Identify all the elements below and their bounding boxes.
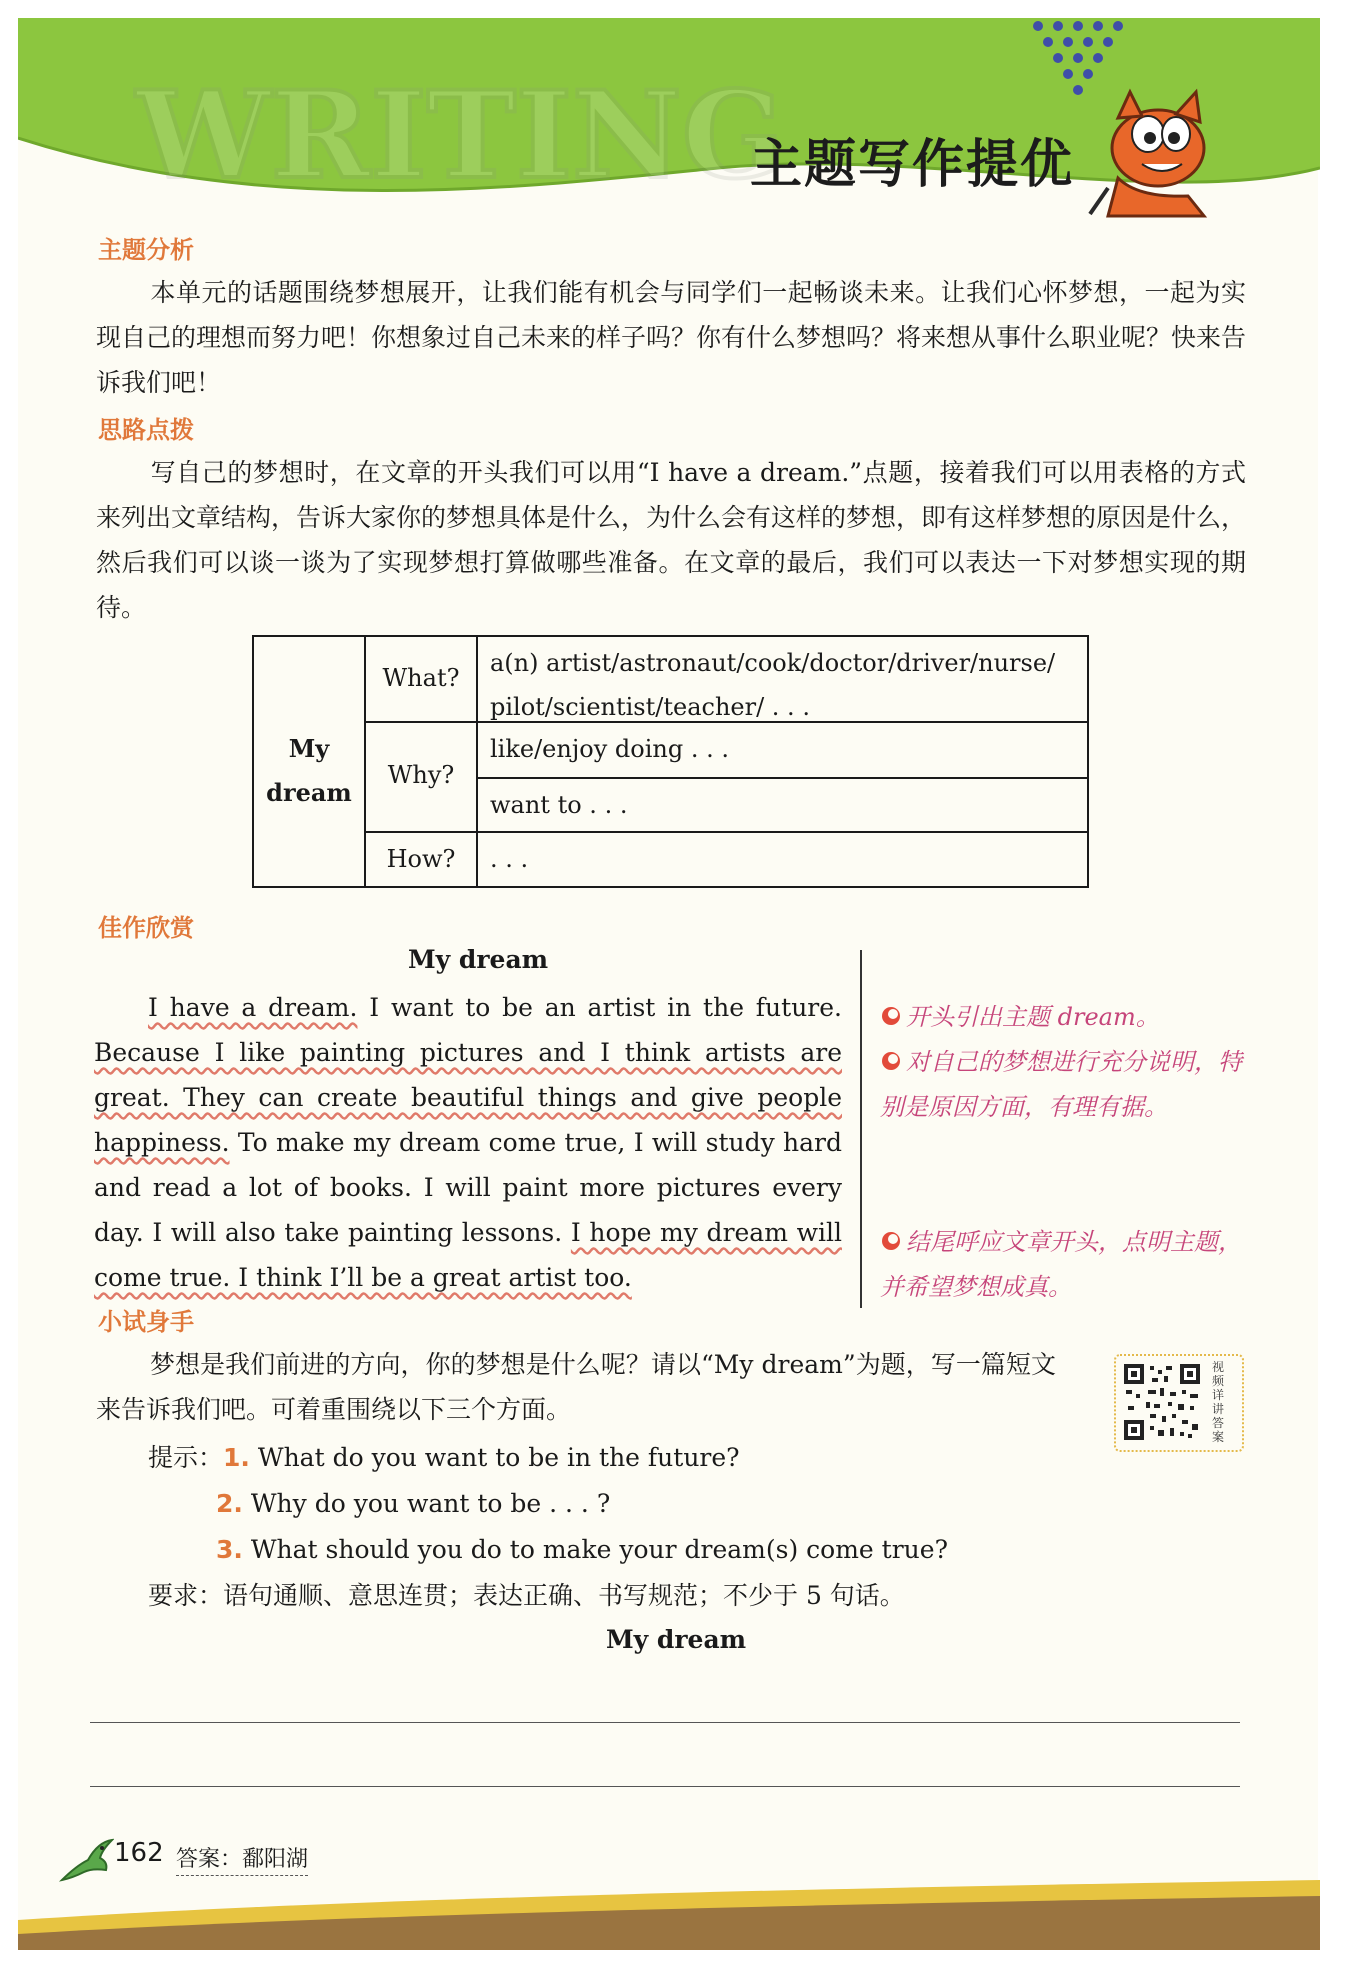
cat-mascot-icon bbox=[1078, 78, 1238, 218]
sample-heading: 佳作欣赏 bbox=[98, 914, 194, 942]
page-number: 162 bbox=[114, 1838, 164, 1868]
note-reason bbox=[880, 1040, 1260, 1130]
essay-sentence-ending: I hope my dream will come true. I think I’ll be a great artist too. bbox=[94, 1218, 842, 1292]
note-opening bbox=[880, 995, 1260, 1040]
qr-code-icon bbox=[1124, 1364, 1200, 1440]
guide-heading: 思路点拨 bbox=[98, 416, 194, 444]
table-what-options bbox=[490, 641, 1080, 729]
essay-sentence-plan: To make my dream come true, I will study hard and read a lot of books. I will paint more pictures every day. I will also take painting lessons. bbox=[94, 1128, 842, 1247]
header-banner bbox=[18, 18, 1320, 216]
guide-text: 写自己的梦想时，在文章的开头我们可以用“I have a dream.”点题，接着我们可以用表格的方式来列出文章结构，告诉大家你的梦想具体是什么，为什么会有这样的梦想，即有这样梦想的原因是什么，然后我们可以谈一谈为了实现梦想打算做哪些准备。在文章的最后，我们可以表达一下对梦想实现的期待。 bbox=[96, 458, 1247, 622]
bird-icon bbox=[58, 1836, 114, 1886]
page-title: 主题写作提优 bbox=[750, 135, 1075, 195]
sample-essay bbox=[94, 985, 842, 1300]
hint-2-text: Why do you want to be . . . ? bbox=[250, 1489, 611, 1518]
note-pin-icon bbox=[880, 1230, 902, 1252]
note-pin-icon bbox=[880, 1050, 902, 1072]
note-ending bbox=[880, 1220, 1260, 1310]
table-how-row: . . . bbox=[490, 845, 529, 873]
writing-title: My dream bbox=[606, 1625, 747, 1654]
qr-code-box[interactable] bbox=[1114, 1354, 1244, 1452]
footer-wave bbox=[18, 1880, 1320, 1950]
essay-sentence-reason: Because I like painting pictures and I think artists are great. They can create beautiful things and give people happiness. bbox=[94, 1038, 842, 1157]
hint-1-text: What do you want to be in the future? bbox=[257, 1443, 740, 1472]
note-ending-text: 结尾呼应文章开头，点明主题，并希望梦想成真。 bbox=[880, 1228, 1242, 1301]
hint-2 bbox=[216, 1481, 610, 1526]
table-topic-line1: My bbox=[288, 734, 330, 763]
hint-2-number: 2. bbox=[216, 1489, 243, 1518]
answer-note: 答案：鄱阳湖 bbox=[176, 1842, 308, 1876]
table-why-row2: want to . . . bbox=[490, 791, 628, 819]
hint-label: 提示： bbox=[148, 1443, 224, 1472]
hint-3 bbox=[216, 1527, 948, 1572]
table-topic bbox=[254, 727, 364, 815]
analysis-text: 本单元的话题围绕梦想展开，让我们能有机会与同学们一起畅谈未来。让我们心怀梦想，一起为实现自己的理想而努力吧！你想象过自己未来的样子吗？你有什么梦想吗？将来想从事什么职业呢？快来告诉我们吧！ bbox=[96, 278, 1247, 397]
task-intro-text: 梦想是我们前进的方向，你的梦想是什么呢？请以“My dream”为题，写一篇短文来告诉我们吧。可着重围绕以下三个方面。 bbox=[96, 1350, 1056, 1424]
qr-label: 视频详讲答案 bbox=[1212, 1360, 1225, 1444]
writing-line-1[interactable] bbox=[90, 1722, 1240, 1723]
table-what-label: What? bbox=[382, 664, 460, 692]
table-why-row1: like/enjoy doing . . . bbox=[490, 735, 730, 763]
table-what-line2: pilot/scientist/teacher/ . . . bbox=[490, 693, 810, 721]
guide-paragraph bbox=[96, 450, 1246, 630]
outline-table bbox=[252, 635, 1089, 888]
writing-word-art: WRITING bbox=[136, 65, 785, 206]
hint-1 bbox=[148, 1435, 740, 1480]
essay-title: My dream bbox=[408, 945, 549, 974]
task-intro bbox=[96, 1342, 1056, 1432]
requirement: 要求：语句通顺、意思连贯；表达正确、书写规范；不少于 5 句话。 bbox=[148, 1581, 905, 1610]
hint-3-number: 3. bbox=[216, 1535, 243, 1564]
essay-sentence-opening: I have a dream. bbox=[148, 993, 358, 1022]
writing-line-2[interactable] bbox=[90, 1786, 1240, 1787]
analysis-paragraph bbox=[96, 270, 1246, 405]
note-pin-icon bbox=[880, 1005, 902, 1027]
table-why-label: Why? bbox=[387, 761, 455, 789]
hint-3-text: What should you do to make your dream(s) come true? bbox=[250, 1535, 948, 1564]
try-heading: 小试身手 bbox=[98, 1308, 194, 1336]
analysis-heading: 主题分析 bbox=[98, 236, 194, 264]
note-opening-text: 开头引出主题 dream。 bbox=[906, 1003, 1160, 1031]
table-what-line1: a(n) artist/astronaut/cook/doctor/driver/nurse/ bbox=[490, 649, 1056, 677]
table-topic-line2: dream bbox=[266, 778, 352, 807]
table-how-label: How? bbox=[386, 845, 456, 873]
essay-divider bbox=[860, 950, 862, 1308]
essay-sentence-2: I want to be an artist in the future. bbox=[357, 993, 842, 1022]
note-reason-text: 对自己的梦想进行充分说明，特别是原因方面，有理有据。 bbox=[880, 1048, 1242, 1121]
hint-1-number: 1. bbox=[223, 1443, 250, 1472]
